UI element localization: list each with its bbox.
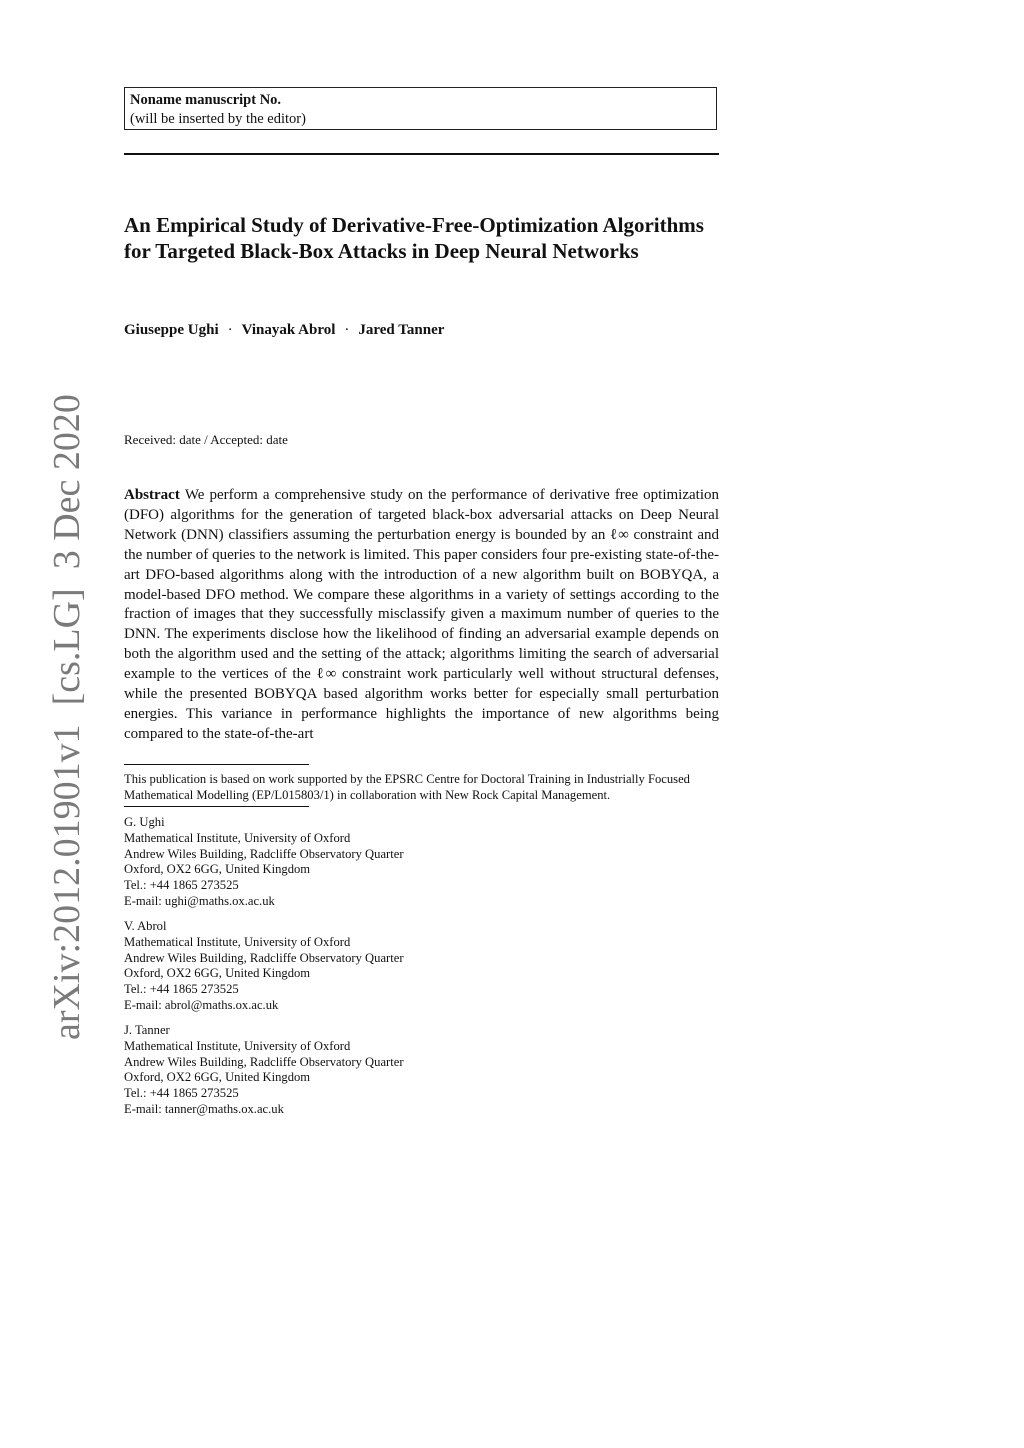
author-name: Vinayak Abrol xyxy=(241,322,336,338)
affiliation-tel: Tel.: +44 1865 273525 xyxy=(124,878,239,893)
affiliation-name: V. Abrol xyxy=(124,919,167,933)
affiliation-institute: Mathematical Institute, University of Oxford xyxy=(124,830,351,845)
manuscript-editor-note: (will be inserted by the editor) xyxy=(130,111,306,127)
affiliation-institute: Mathematical Institute, University of Oxford xyxy=(124,1038,351,1053)
manuscript-number-label: Noname manuscript No. xyxy=(130,92,282,108)
header-rule xyxy=(124,153,719,155)
affiliation-rule xyxy=(124,806,309,807)
affiliation-building: Andrew Wiles Building, Radcliffe Observatory Quarter xyxy=(124,1054,404,1069)
author-separator: · xyxy=(344,322,350,338)
abstract-label: Abstract xyxy=(124,487,180,503)
arxiv-identifier-stamp: arXiv:2012.01901v1 [cs.LG] 3 Dec 2020 xyxy=(46,394,88,1040)
affiliation-building: Andrew Wiles Building, Radcliffe Observatory Quarter xyxy=(124,846,404,861)
footnote-rule xyxy=(124,764,309,765)
author-name: Giuseppe Ughi xyxy=(124,322,219,338)
affiliation-city: Oxford, OX2 6GG, United Kingdom xyxy=(124,1070,311,1085)
affiliation-tanner xyxy=(124,1023,544,1118)
affiliation-building: Andrew Wiles Building, Radcliffe Observatory Quarter xyxy=(124,950,404,965)
author-name: Jared Tanner xyxy=(358,322,445,338)
affiliation-email: E-mail: abrol@maths.ox.ac.uk xyxy=(124,997,279,1012)
abstract-text: We perform a comprehensive study on the performance of derivative free optimization (DFO) algorithms for the generation of targeted black-box adversarial attacks on Deep Neural Network (DNN) classifiers assuming the perturbation energy is bounded by an ℓ∞ constraint and the number of queries to the network is limited. This paper considers four pre-existing state-of-the-art DFO-based algorithms along with the introduction of a new algorithm built on BOBYQA, a model-based DFO method. We compare these algorithms in a variety of settings according to the fraction of images that they successfully misclassify given a maximum number of queries to the DNN. The experiments disclose how the likelihood of finding an adversarial example depends on both the algorithm used and the setting of the attack; algorithms limiting the search of adversarial example to the vertices of the ℓ∞ constraint work particularly well without structural defenses, while the presented BOBYQA based algorithm works better for especially small perturbation energies. This variance in performance highlights the importance of new algorithms being compared to the state-of-the-art xyxy=(124,487,719,742)
affiliation-tel: Tel.: +44 1865 273525 xyxy=(124,1086,239,1101)
author-separator: · xyxy=(227,322,233,338)
author-list xyxy=(124,322,444,339)
affiliation-email: E-mail: ughi@maths.ox.ac.uk xyxy=(124,893,275,908)
received-date: Received: date / Accepted: date xyxy=(124,432,288,447)
affiliation-tel: Tel.: +44 1865 273525 xyxy=(124,982,239,997)
affiliation-name: J. Tanner xyxy=(124,1023,170,1037)
affiliation-city: Oxford, OX2 6GG, United Kingdom xyxy=(124,966,311,981)
affiliation-ughi xyxy=(124,815,544,910)
paper-title: An Empirical Study of Derivative-Free-Optimization Algorithms for Targeted Black-Box Attacks in Deep Neural Networks xyxy=(124,213,704,263)
funding-footnote: This publication is based on work supported by the EPSRC Centre for Doctoral Training in Industrially Focused Mathematical Modelling (EP/L015803/1) in collaboration with New Rock Capital Management. xyxy=(124,772,690,802)
affiliation-abrol xyxy=(124,919,544,1014)
affiliation-institute: Mathematical Institute, University of Oxford xyxy=(124,934,351,949)
affiliation-email: E-mail: tanner@maths.ox.ac.uk xyxy=(124,1101,284,1116)
affiliation-city: Oxford, OX2 6GG, United Kingdom xyxy=(124,862,311,877)
manuscript-number-box xyxy=(124,87,717,130)
affiliation-name: G. Ughi xyxy=(124,815,165,829)
abstract xyxy=(124,486,719,745)
